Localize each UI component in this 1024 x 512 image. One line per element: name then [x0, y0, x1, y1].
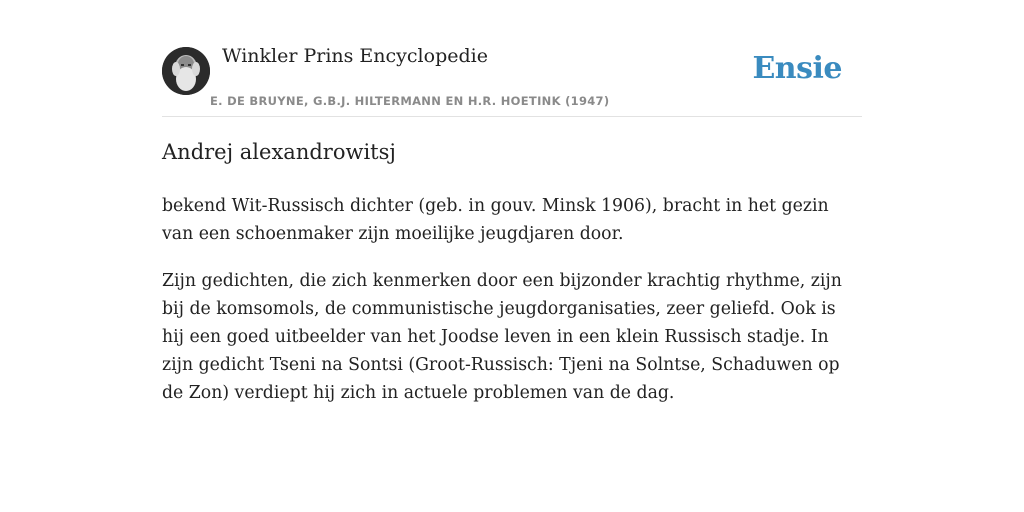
entry-paragraph: Zijn gedichten, die zich kenmerken door een bijzonder krachtig rhythme, zijn bij de komsomols, de communistische jeugdorganisaties, zeer geliefd. Ook is hij een goed uitbeelder van het Joodse leven in een klein Russisch stadje. In zijn gedicht Tseni na Sontsi (Groot-Russisch: Tjeni na Solntse, Schaduwen op de Zon) verdiept hij zich in actuele problemen van de dag.: [162, 271, 842, 403]
entry-body: [162, 192, 862, 426]
source-authors: E. DE BRUYNE, G.B.J. HILTERMANN EN H.R. HOETINK (1947): [210, 94, 610, 108]
portrait-icon: [162, 47, 210, 95]
entry-paragraph: bekend Wit-Russisch dichter (geb. in gouv. Minsk 1906), bracht in het gezin van een schoenmaker zijn moeilijke jeugdjaren door.: [162, 196, 829, 244]
entry-title: Andrej alexandrowitsj: [162, 140, 396, 164]
avatar[interactable]: [162, 47, 210, 95]
brand-logo[interactable]: Ensie: [752, 51, 842, 86]
encyclopedia-entry-card: [162, 0, 862, 403]
source-header: [162, 0, 862, 117]
source-title[interactable]: Winkler Prins Encyclopedie: [222, 45, 488, 67]
